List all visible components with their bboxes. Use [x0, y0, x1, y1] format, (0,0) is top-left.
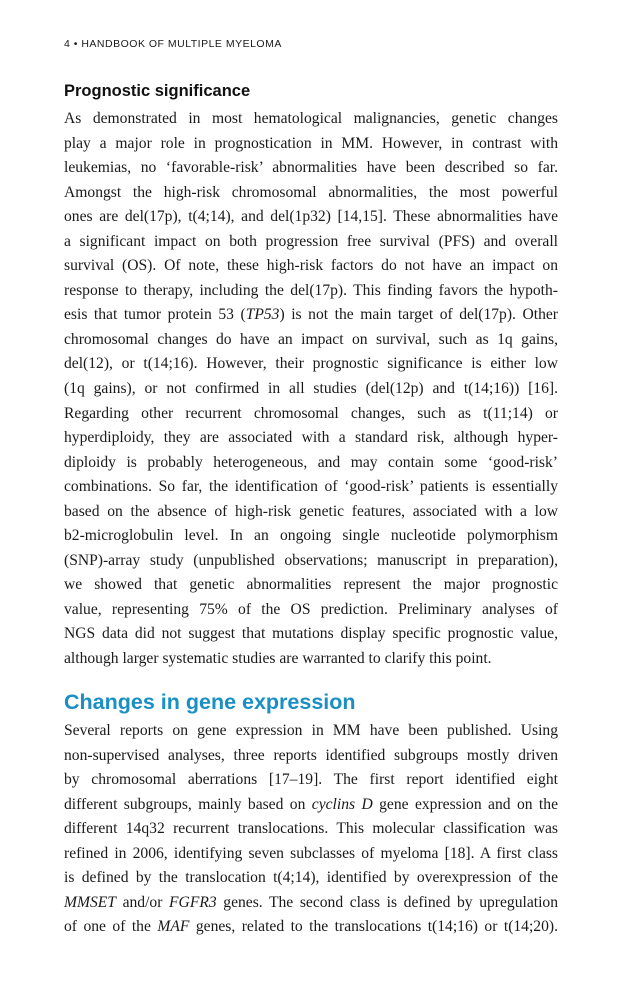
- text-line: Amongst the high-risk chromosomal abnormalities, the most powerful: [64, 183, 558, 201]
- text-line: is defined by the translocation t(4;14), identified by overexpression of the: [64, 869, 558, 887]
- text-line: [64, 891, 558, 916]
- gene-name: TP53: [245, 306, 280, 324]
- text-line: b2-microglobulin level. In an ongoing single nucleotide polymorphism: [64, 527, 558, 545]
- text-line: ones are del(17p), t(4;14), and del(1p32) [14,15]. These abnormalities have: [64, 208, 558, 226]
- paragraph-prognostic-significance: [64, 107, 558, 672]
- text-run: and/or: [115, 893, 170, 911]
- text-line: [64, 915, 558, 940]
- text-line: hyperdiploidy, they are associated with a standard risk, although hyper-: [64, 429, 558, 447]
- text-line: del(12), or t(14;16). However, their prognostic significance is either low: [64, 355, 558, 373]
- text-line: NGS data did not suggest that mutations display specific prognostic value,: [64, 625, 558, 643]
- text-line: based on the absence of high-risk genetic features, associated with a low: [64, 502, 558, 520]
- text-line: [64, 303, 558, 328]
- text-line: (1q gains), or not confirmed in all studies (del(12p) and t(14;16)) [16].: [64, 380, 558, 398]
- text-line: a significant impact on both progression free survival (PFS) and overall: [64, 232, 558, 250]
- text-run: ) is not the main target of del(17p). Other: [279, 306, 558, 324]
- text-line: As demonstrated in most hematological malignancies, genetic changes: [64, 110, 558, 127]
- text-line: response to therapy, including the del(17p). This finding favors the hypoth-: [64, 281, 558, 299]
- text-run: of one of the: [64, 918, 158, 936]
- gene-name: FGFR3: [169, 893, 217, 911]
- text-line: although larger systematic studies are warranted to clarify this point.: [64, 650, 492, 668]
- text-run: different subgroups, mainly based on: [64, 795, 312, 813]
- text-run: gene expression and on the: [372, 795, 558, 813]
- text-line: [64, 793, 558, 818]
- text-line: play a major role in prognostication in MM. However, in contrast with: [64, 134, 558, 152]
- text-line: diploidy is probably heterogeneous, and may contain some ‘good-risk’: [64, 453, 558, 471]
- paragraph-changes-in-gene-expression: [64, 719, 558, 940]
- text-line: survival (OS). Of note, these high-risk factors do not have an impact on: [64, 257, 558, 275]
- gene-name: cyclins D: [311, 795, 373, 813]
- text-line: refined in 2006, identifying seven subclasses of myeloma [18]. A first class: [64, 844, 558, 862]
- text-line: by chromosomal aberrations [17–19]. The first report identified eight: [64, 771, 558, 789]
- text-run: genes. The second class is defined by upregulation: [216, 893, 559, 911]
- running-header: 4 • HANDBOOK OF MULTIPLE MYELOMA: [64, 38, 282, 50]
- text-run: genes, related to the translocations t(14;16) or t(14;20).: [189, 918, 558, 936]
- text-line: different 14q32 recurrent translocations. This molecular classification was: [64, 820, 558, 838]
- gene-name: MAF: [157, 918, 190, 936]
- text-line: Regarding other recurrent chromosomal changes, such as t(11;14) or: [64, 404, 558, 422]
- text-line: chromosomal changes do have an impact on survival, such as 1q gains,: [64, 330, 558, 348]
- text-run: esis that tumor protein 53 (: [64, 306, 246, 324]
- text-line: Several reports on gene expression in MM have been published. Using: [64, 722, 558, 739]
- text-line: we showed that genetic abnormalities represent the major prognostic: [64, 576, 558, 594]
- text-line: value, representing 75% of the OS prediction. Preliminary analyses of: [64, 600, 558, 618]
- section-heading-changes-in-gene-expression: Changes in gene expression: [64, 690, 356, 714]
- text-line: combinations. So far, the identification of ‘good-risk’ patients is essentially: [64, 478, 558, 496]
- gene-name: MMSET: [64, 893, 116, 911]
- text-line: non-supervised analyses, three reports identified subgroups mostly driven: [64, 746, 558, 764]
- text-line: (SNP)-array study (unpublished observations; manuscript in preparation),: [64, 551, 558, 569]
- text-line: leukemias, no ‘favorable-risk’ abnormalities have been described so far.: [64, 159, 558, 177]
- section-heading-prognostic-significance: Prognostic significance: [64, 82, 251, 100]
